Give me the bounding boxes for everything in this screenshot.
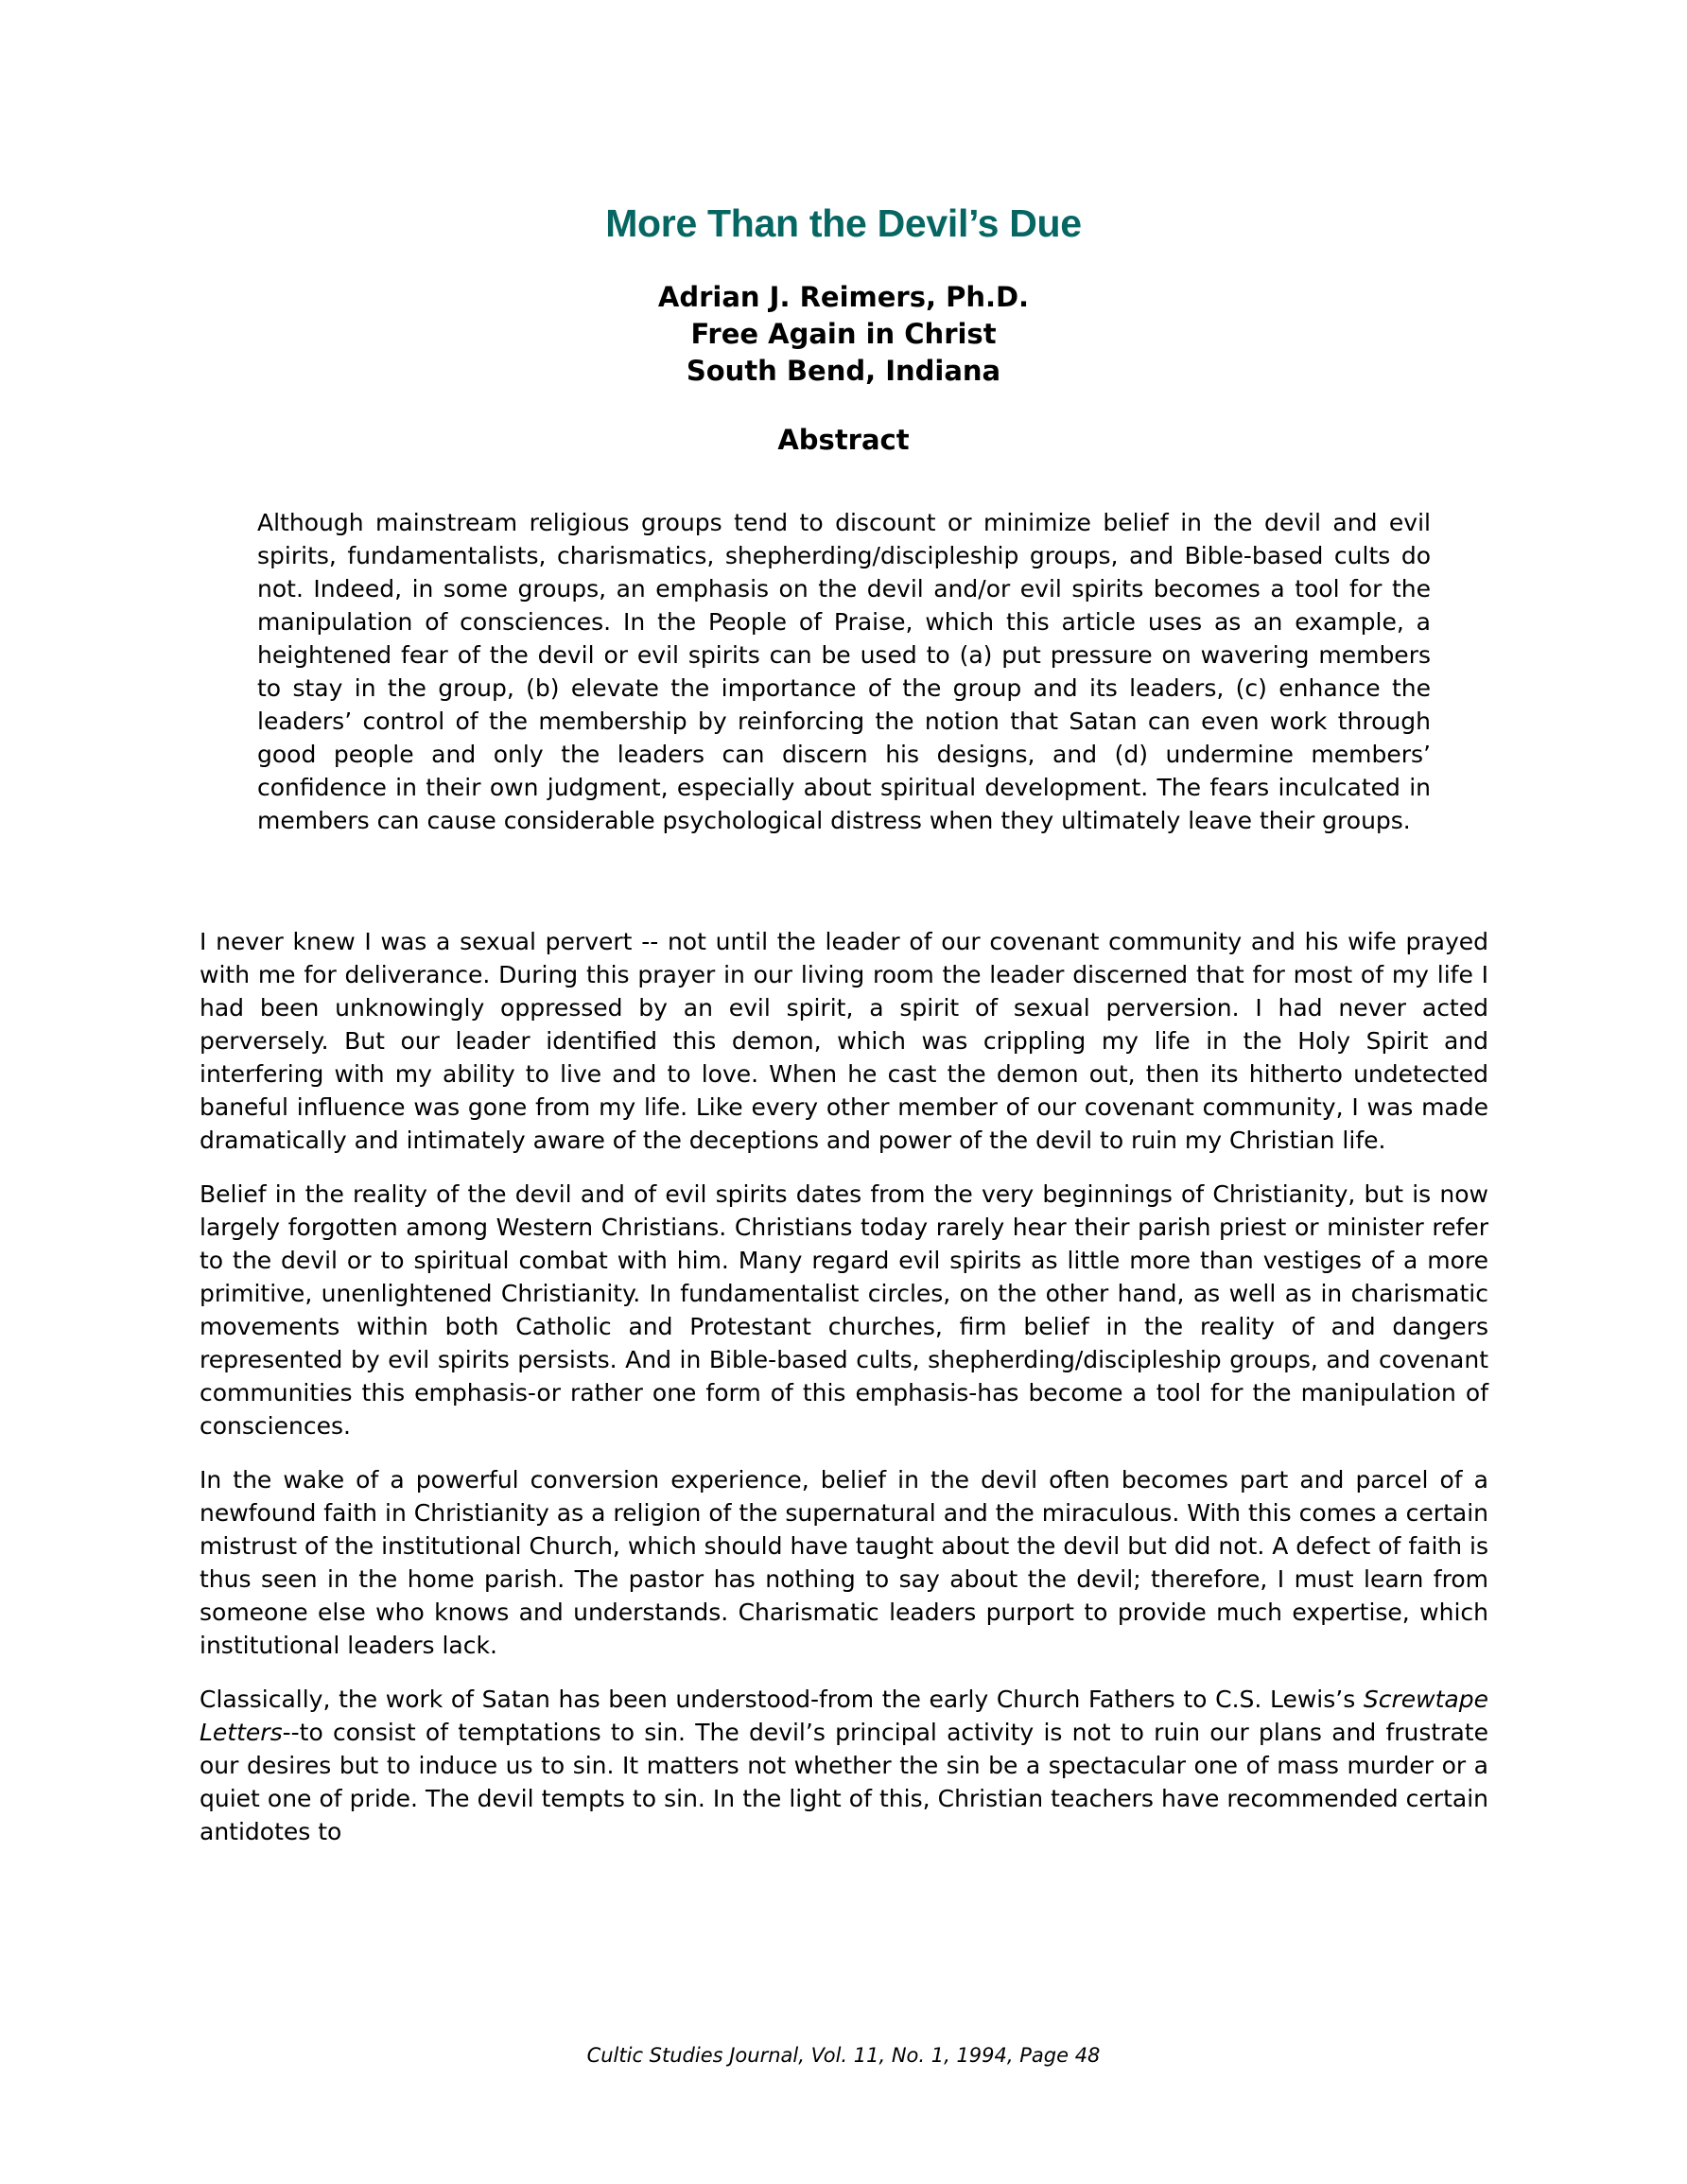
author-affiliation: Free Again in Christ [690,318,997,350]
author-location: South Bend, Indiana [686,355,1001,387]
author-name: Adrian J. Reimers, Ph.D. [657,281,1030,313]
text-run: --to consist of temptations to sin. The devil’s principal activity is not to ruin our plans and frustrate our desires but to induce us to sin. It matters not whether the sin be a spectacular one of mass murder or a quiet one of pride. The devil tempts to sin. In the light of this, Christian teachers have recommended certain antidotes to [200,1719,1488,1845]
abstract-text: Although mainstream religious groups tend to discount or minimize belief in the devil and evil spirits, fundamentalists, charismatics, shepherding/discipleship groups, and Bible-based cults do not. Indeed, in some groups, an emphasis on the devil and/or evil spirits becomes a tool for the manipulation of consciences. In the People of Praise, which this article uses as an example, a heightened fear of the devil or evil spirits can be used to (a) put pressure on wavering members to stay in the group, (b) elevate the importance of the group and its leaders, (c) enhance the leaders’ control of the membership by reinforcing the notion that Satan can even work through good people and only the leaders can discern his designs, and (d) undermine members’ confidence in their own judgment, especially about spiritual development. The fears inculcated in members can cause considerable psychological distress when they ultimately leave their groups. [257,509,1431,834]
body-paragraph-last [200,1683,1488,1848]
author-block [0,279,1687,390]
body-paragraph: In the wake of a powerful conversion experience, belief in the devil often becomes part and parcel of a newfound faith in Christianity as a religion of the supernatural and the miraculous. With this comes a certain mistrust of the institutional Church, which should have taught about the devil but did not. A defect of faith is thus seen in the home parish. The pastor has nothing to say about the devil; therefore, I must learn from someone else who knows and understands. Charismatic leaders purport to provide much expertise, which institutional leaders lack. [200,1466,1488,1659]
body-paragraph: Belief in the reality of the devil and of evil spirits dates from the very beginnings of Christianity, but is now largely forgotten among Western Christians. Christians today rarely hear their parish priest or minister refer to the devil or to spiritual combat with him. Many regard evil spirits as little more than vestiges of a more primitive, unenlightened Christianity. In fundamentalist circles, on the other hand, as well as in charismatic movements within both Catholic and Protestant churches, firm belief in the reality of and dangers represented by evil spirits persists. And in Bible-based cults, shepherding/discipleship groups, and covenant communities this emphasis-or rather one form of this emphasis-has become a tool for the manipulation of consciences. [200,1180,1488,1440]
abstract-heading: Abstract [777,424,910,456]
body-paragraph: I never knew I was a sexual pervert -- not until the leader of our covenant community and his wife prayed with me for deliverance. During this prayer in our living room the leader discerned that for most of my life I had been unknowingly oppressed by an evil spirit, a spirit of sexual perversion. I had never acted perversely. But our leader identified this demon, which was crippling my life in the Holy Spirit and interfering with my ability to live and to love. When he cast the demon out, then its hitherto undetected baneful influence was gone from my life. Like every other member of our covenant community, I was made dramatically and intimately aware of the deceptions and power of the devil to ruin my Christian life. [200,928,1488,1154]
page-footer: Cultic Studies Journal, Vol. 11, No. 1, 1994, Page 48 [586,2044,1101,2067]
article-body [200,925,1488,1869]
article-title: More Than the Devil’s Due [605,201,1082,245]
book-title-italic: Screwtape Letters [200,1686,1488,1746]
text-run: Classically, the work of Satan has been understood-from the early Church Fathers to C.S. Lewis’s [200,1686,1364,1713]
